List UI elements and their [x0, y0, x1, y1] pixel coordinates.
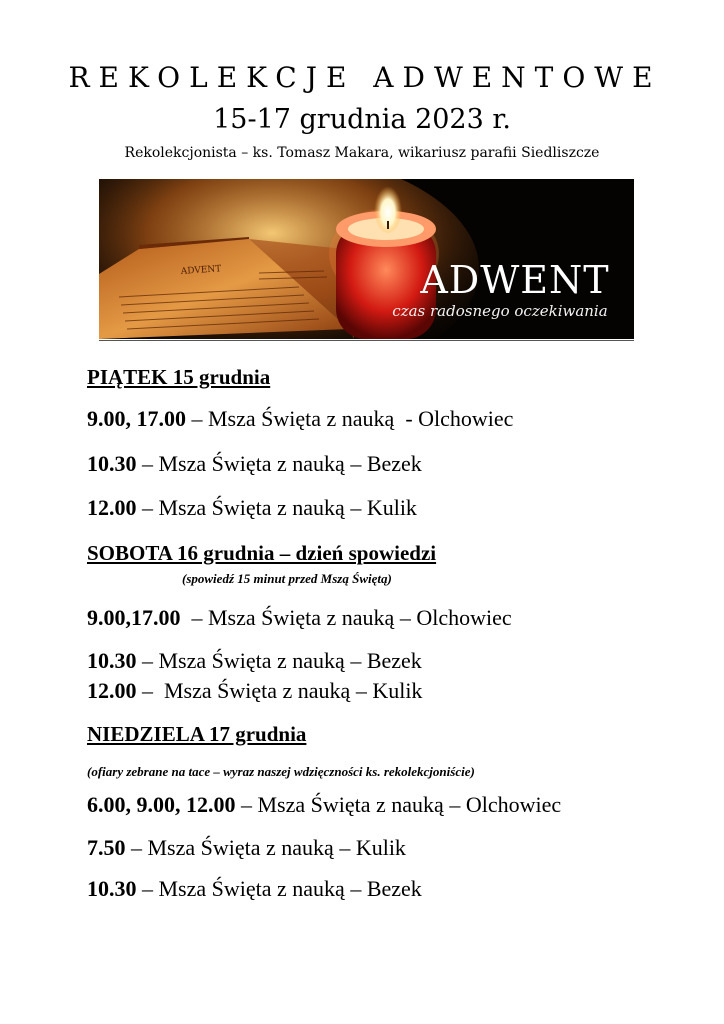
- entry-time: 12.00: [87, 678, 137, 703]
- schedule-entry: [87, 875, 422, 903]
- entry-time: 6.00, 9.00, 12.00: [87, 792, 236, 817]
- schedule-entry: [87, 604, 512, 632]
- banner-subtitle: czas radosnego oczekiwania: [392, 302, 608, 320]
- entry-text: – Msza Święta z nauką – Bezek: [136, 648, 422, 673]
- preacher-line: Rekolekcjonista – ks. Tomasz Makara, wikariusz parafii Siedliszcze: [124, 145, 600, 161]
- entry-text: – Msza Święta z nauką – Kulik: [136, 495, 417, 520]
- entry-text: – Msza Święta z nauką – Olchowiec: [180, 605, 512, 630]
- day-note: (spowiedź 15 minut przed Mszą Świętą): [182, 571, 392, 586]
- schedule-entry: [87, 677, 422, 705]
- book-heading: ADVENT: [180, 264, 222, 277]
- entry-text: – Msza Święta z nauką – Kulik: [136, 678, 423, 703]
- page-title: REKOLEKCJE ADWENTOWE: [68, 61, 662, 94]
- day-heading: PIĄTEK 15 grudnia: [87, 365, 271, 389]
- entry-text: – Msza Święta z nauką – Bezek: [136, 451, 422, 476]
- entry-text: – Msza Święta z nauką – Olchowiec: [235, 792, 562, 817]
- entry-text: – Msza Święta z nauką – Kulik: [125, 835, 406, 860]
- entry-time: 12.00: [87, 495, 137, 520]
- day-heading: SOBOTA 16 grudnia – dzień spowiedzi: [87, 541, 437, 565]
- schedule-entry: [87, 450, 422, 478]
- schedule-entry: [87, 834, 406, 862]
- entry-text: – Msza Święta z nauką - Olchowiec: [186, 406, 514, 431]
- entry-time: 9.00,17.00: [87, 605, 181, 630]
- schedule-entry: [87, 405, 513, 433]
- entry-text: – Msza Święta z nauką – Bezek: [136, 876, 422, 901]
- entry-time: 10.30: [87, 451, 137, 476]
- entry-time: 10.30: [87, 876, 137, 901]
- day-heading: NIEDZIELA 17 grudnia: [87, 722, 307, 746]
- event-dates: 15-17 grudnia 2023 r.: [213, 104, 511, 135]
- day-note: (ofiary zebrane na tace – wyraz naszej wdzięczności ks. rekolekcjoniście): [87, 764, 475, 779]
- entry-time: 9.00, 17.00: [87, 406, 186, 431]
- entry-time: 10.30: [87, 648, 137, 673]
- schedule-entry: [87, 494, 417, 522]
- banner-title: ADWENT: [420, 258, 610, 302]
- schedule-entry: [87, 791, 561, 819]
- banner-divider: [99, 340, 634, 341]
- entry-time: 7.50: [87, 835, 126, 860]
- schedule-entry: [87, 647, 422, 675]
